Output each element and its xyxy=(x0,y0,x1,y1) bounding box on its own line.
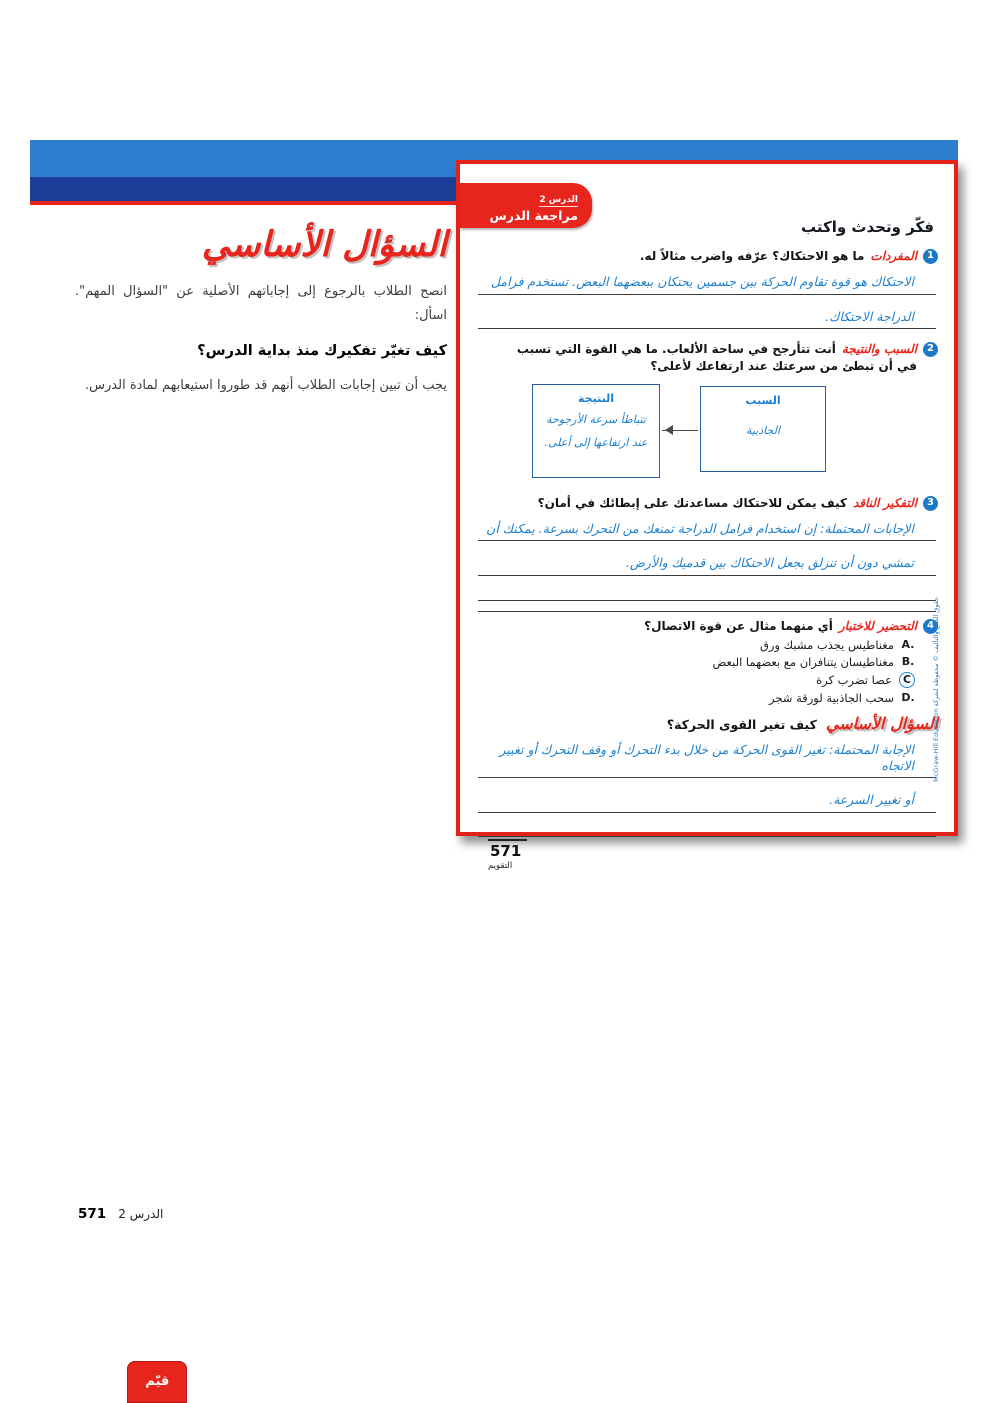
left-arrow-icon xyxy=(662,430,698,431)
cause-box-title: السبب xyxy=(745,393,781,407)
choice-a-letter: A. xyxy=(901,638,915,652)
tab-explore[interactable]: استكشف xyxy=(296,1383,347,1396)
choice-d-text: سحب الجاذبية لورقة شجر xyxy=(769,690,894,705)
question-3-text: كيف يمكن للاحتكاك مساعدتك على إبطائك في أمان؟ xyxy=(537,495,847,510)
tab-evaluate-active[interactable]: قيّم xyxy=(127,1361,187,1403)
effect-box-answer-line-2: عند ارتفاعها إلى أعلى. xyxy=(544,436,648,450)
choice-b-text: مغناطيسان يتنافران مع بعضهما البعض xyxy=(712,654,894,669)
choice-a[interactable] xyxy=(474,638,938,652)
question-4-number-badge: 4 xyxy=(923,619,938,634)
question-1-answer-line-2[interactable]: الدراجة الاحتكاك. xyxy=(478,306,936,329)
red-divider-rule xyxy=(30,201,458,205)
choice-a-text: مغناطيس يجذب مشبك ورق xyxy=(759,637,894,652)
ruled-line[interactable] xyxy=(478,601,936,612)
question-2-number-badge: 2 xyxy=(923,342,938,357)
ruled-line[interactable] xyxy=(478,826,936,837)
ruled-line[interactable] xyxy=(478,590,936,601)
question-1-text: ما هو الاحتكاك؟ عرّفه واضرب مثالاً له. xyxy=(639,249,865,263)
essential-question-section xyxy=(474,714,938,837)
cause-effect-label: السبب والنتيجة xyxy=(841,341,917,356)
footer-lesson-label: الدرس 2 xyxy=(118,1207,164,1221)
cause-box-answer: الجاذبية xyxy=(745,423,781,437)
teacher-notes-column xyxy=(75,226,447,398)
question-3-answer-line-1[interactable]: الإجابات المحتملة: إن استخدام فرامل الدراجة تمنعك من التحرك بسرعة. يمكنك أن xyxy=(478,518,936,541)
test-prep-label: التحضير للاختبار xyxy=(838,618,917,633)
choice-d[interactable] xyxy=(474,691,938,705)
essential-question-text: كيف تغير القوى الحركة؟ xyxy=(666,716,817,732)
student-worksheet xyxy=(456,160,958,871)
cause-box[interactable] xyxy=(700,386,826,472)
copyright-vertical-text: حقوق الطبع والتأليف © محفوظة لشركة McGraw-Hill Education xyxy=(932,597,940,782)
choice-c-letter-circled: C xyxy=(899,672,915,688)
question-1-vocabulary xyxy=(474,248,938,329)
worksheet-page-label: التقويم xyxy=(488,860,513,871)
essential-question-inline-title: السؤال الأساسي xyxy=(825,713,938,733)
question-3-number-badge: 3 xyxy=(923,496,938,511)
worksheet-page-footer xyxy=(474,841,938,871)
question-3-answer-line-2[interactable]: تمشي دون أن تنزلق بجعل الاحتكاك بين قدميك والأرض. xyxy=(478,552,936,575)
essential-answer-line-1[interactable]: الإجابة المحتملة: تغير القوى الحركة من خلال بدء التحرك أو وقف التحرك أو تغيير الاتجاه xyxy=(478,739,936,779)
tab-engage[interactable]: أشرك xyxy=(388,1383,420,1396)
worksheet-page-number: 571 xyxy=(488,839,527,860)
lesson-review-tab[interactable] xyxy=(460,183,592,228)
effect-box-answer-line-1: تتباطأ سرعة الأرجوحة xyxy=(546,412,646,426)
question-4-text: أي منهما مثال عن قوة الاتصال؟ xyxy=(644,618,833,633)
question-4-test-prep xyxy=(474,618,938,705)
teacher-bold-question: كيف تغيّر تفكيرك منذ بداية الدرس؟ xyxy=(197,342,447,359)
teacher-paragraph-2: يجب أن تبين إجابات الطلاب أنهم قد طوروا استيعابهم لمادة الدرس. xyxy=(85,377,447,393)
essential-question-title: السؤال الأساسي xyxy=(201,225,447,265)
question-2-text-line-1: أنت تتأرجح في ساحة الألعاب. ما هي القوة التي تسبب xyxy=(516,341,836,356)
effect-box-title: النتيجة xyxy=(578,391,614,405)
choice-c-text: عصا تضرب كرة xyxy=(816,672,892,687)
worksheet-heading: فكّر وتحدث واكتب xyxy=(800,218,934,236)
effect-box[interactable] xyxy=(532,384,660,478)
cause-effect-diagram xyxy=(474,382,938,486)
critical-thinking-label: التفكير الناقد xyxy=(852,495,917,510)
question-1-answer-line-1[interactable]: الاحتكاك هو قوة تقاوم الحركة بين جسمين يحتكان ببعضهما البعض. تستخدم فرامل xyxy=(478,271,936,294)
choice-d-letter: D. xyxy=(901,691,915,705)
teacher-paragraph-1: انصح الطلاب بالرجوع إلى إجاباتهم الأصلية عن "السؤال المهم". اسأل: xyxy=(75,283,447,323)
essential-answer-line-2[interactable]: أو تغيير السرعة. xyxy=(478,789,936,812)
lesson-number-label: الدرس 2 xyxy=(539,195,578,205)
question-1-number-badge: 1 xyxy=(923,249,938,264)
question-2-text-line-2: في أن تبطئ من سرعتك عند ارتفاعك لأعلى؟ xyxy=(650,359,917,374)
question-3-critical-thinking xyxy=(474,495,938,612)
question-2-cause-effect xyxy=(474,341,938,486)
tab-extend[interactable]: وسّع xyxy=(60,1383,86,1396)
choice-b[interactable] xyxy=(474,655,938,669)
choice-b-letter: B. xyxy=(901,655,915,669)
page-footer xyxy=(78,1206,163,1222)
choice-c-selected[interactable] xyxy=(474,672,938,688)
footer-page-number: 571 xyxy=(78,1206,107,1222)
tab-explain[interactable]: فسّر xyxy=(229,1383,255,1396)
lesson-review-label: مراجعة الدرس xyxy=(489,208,578,223)
worksheet-content xyxy=(460,164,954,871)
vocabulary-label: المفردات xyxy=(870,249,917,263)
lesson-cycle-tabs xyxy=(30,1376,450,1403)
